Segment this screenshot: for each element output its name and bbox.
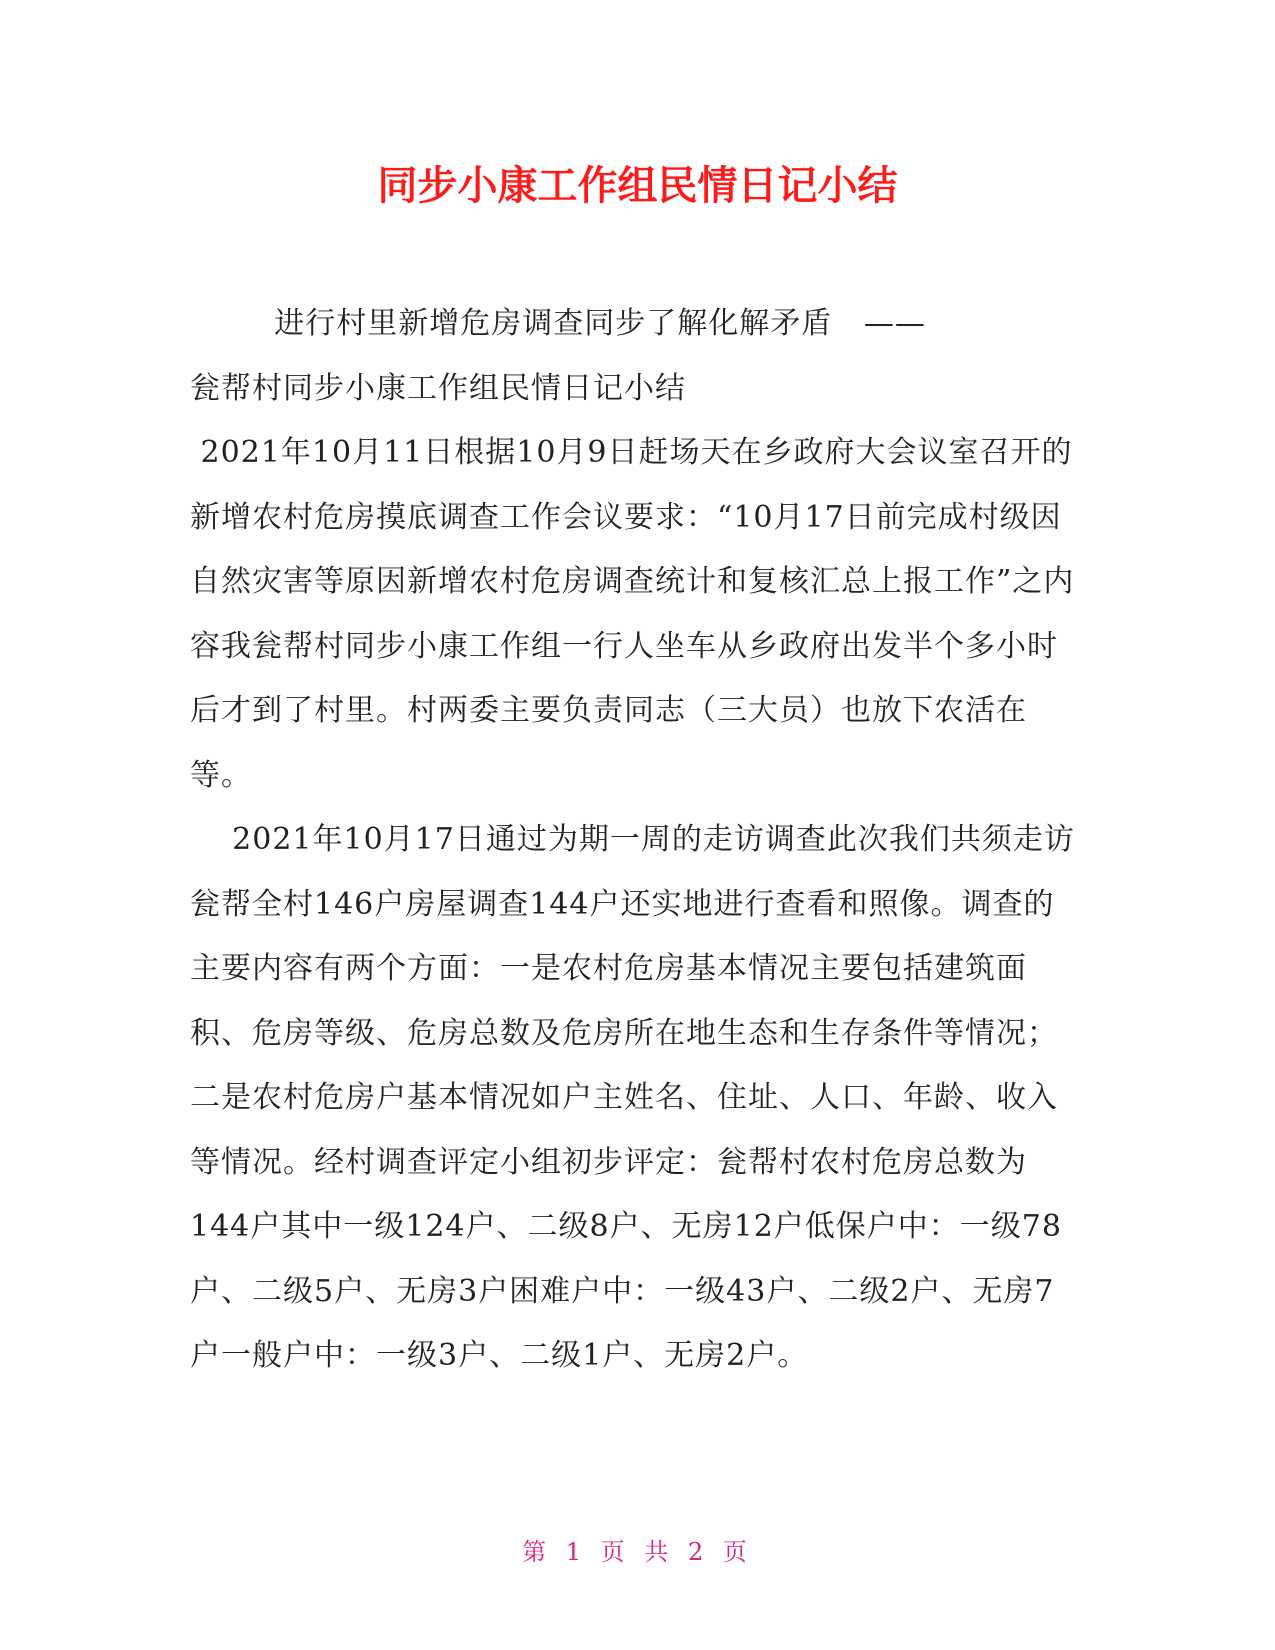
document-title: 同步小康工作组民情日记小结 xyxy=(377,163,898,209)
document-body xyxy=(190,292,1085,1389)
paragraph-subtitle: 进行村里新增危房调查同步了解化解矛盾 —— 瓮帮村同步小康工作组民情日记小结 xyxy=(190,306,926,406)
page-footer: 第 1 页 共 2 页 xyxy=(522,1538,753,1566)
paragraph-meeting: 2021年10月11日根据10月9日赶场天在乡政府大会议室召开的新增农村危房摸底调查工作会议要求：“10月17日前完成村级因自然灾害等原因新增农村危房调查统计和复核汇总上报工作”之内容我瓮帮村同步小康工作组一行人坐车从乡政府出发半个多小时后才到了村里。村两委主要负责同志（三大员）也放下农活在等。 xyxy=(190,435,1075,793)
paragraph-survey: 2021年10月17日通过为期一周的走访调查此次我们共须走访瓮帮全村146户房屋调查144户还实地进行查看和照像。调查的主要内容有两个方面：一是农村危房基本情况主要包括建筑面积、危房等级、危房总数及危房所在地生态和生存条件等情况；二是农村危房户基本情况如户主姓名、住址、人口、年龄、收入等情况。经村调查评定小组初步评定：瓮帮村农村危房总数为144户其中一级124户、二级8户、无房12户低保户中：一级78户、二级5户、无房3户困难户中：一级43户、二级2户、无房7户一般户中：一级3户、二级1户、无房2户。 xyxy=(190,822,1075,1373)
